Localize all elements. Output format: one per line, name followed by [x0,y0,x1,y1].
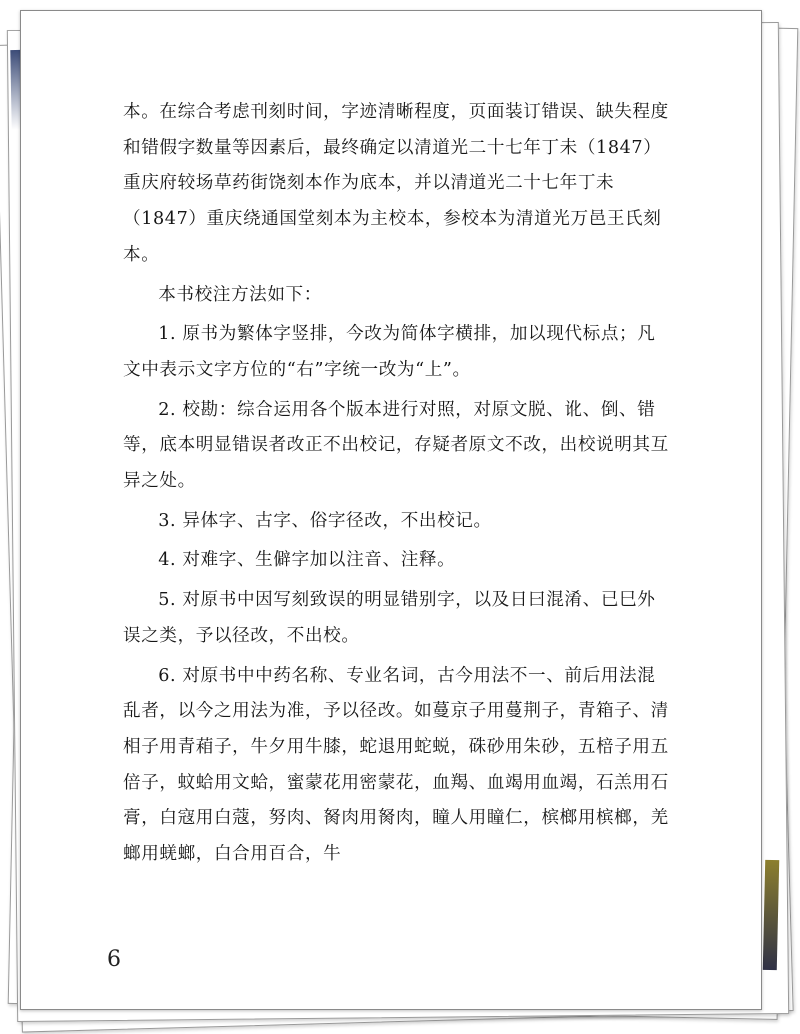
body-text [123,95,669,873]
paragraph-item-1: 1. 原书为繁体字竖排，今改为简体字横排，加以现代标点；凡文中表示文字方位的“右”字统一改为“上”。 [123,324,656,380]
paragraph-item-3: 3. 异体字、古字、俗字径改，不出校记。 [158,510,492,531]
document-page [20,10,762,1010]
paragraph-continuation: 本。在综合考虑刊刻时间，字迹清晰程度，页面装订错误、缺失程度和错假字数量等因素后，最终确定以清道光二十七年丁未（1847）重庆府较场草药街饶刻本作为底本，并以清道光二十七年丁未（1847）重庆绕通国堂刻本为主校本，参校本为清道光万邑王氏刻本。 [123,102,669,265]
page-number: 6 [107,947,121,972]
paragraph-item-6: 6. 对原书中中药名称、专业名词，古今用法不一、前后用法混乱者，以今之用法为准，予以径改。如蔓京子用蔓荆子，青箱子、清相子用青葙子，牛夕用牛膝，蛇退用蛇蜕，硃砂用朱砂，五棓子用五倍子，蚊蛤用文蛤，蜜蒙花用密蒙花，血羯、血竭用血竭，石羔用石膏，白寇用白蔻，努肉、胬肉用胬肉，瞳人用瞳仁，槟榔用槟榔，羌螂用蜣螂，白合用百合，牛 [123,665,669,865]
paragraph-method-intro: 本书校注方法如下： [158,284,322,305]
paragraph-item-2: 2. 校勘：综合运用各个版本进行对照，对原文脱、讹、倒、错等，底本明显错误者改正不出校记，存疑者原文不改，出校说明其互异之处。 [123,399,669,492]
paragraph-item-5: 5. 对原书中因写刻致误的明显错别字，以及日曰混淆、已巳外误之类，予以径改，不出校。 [123,590,656,646]
paragraph-item-4: 4. 对难字、生僻字加以注音、注释。 [158,550,456,571]
page-stack-edge-strip [763,860,779,970]
